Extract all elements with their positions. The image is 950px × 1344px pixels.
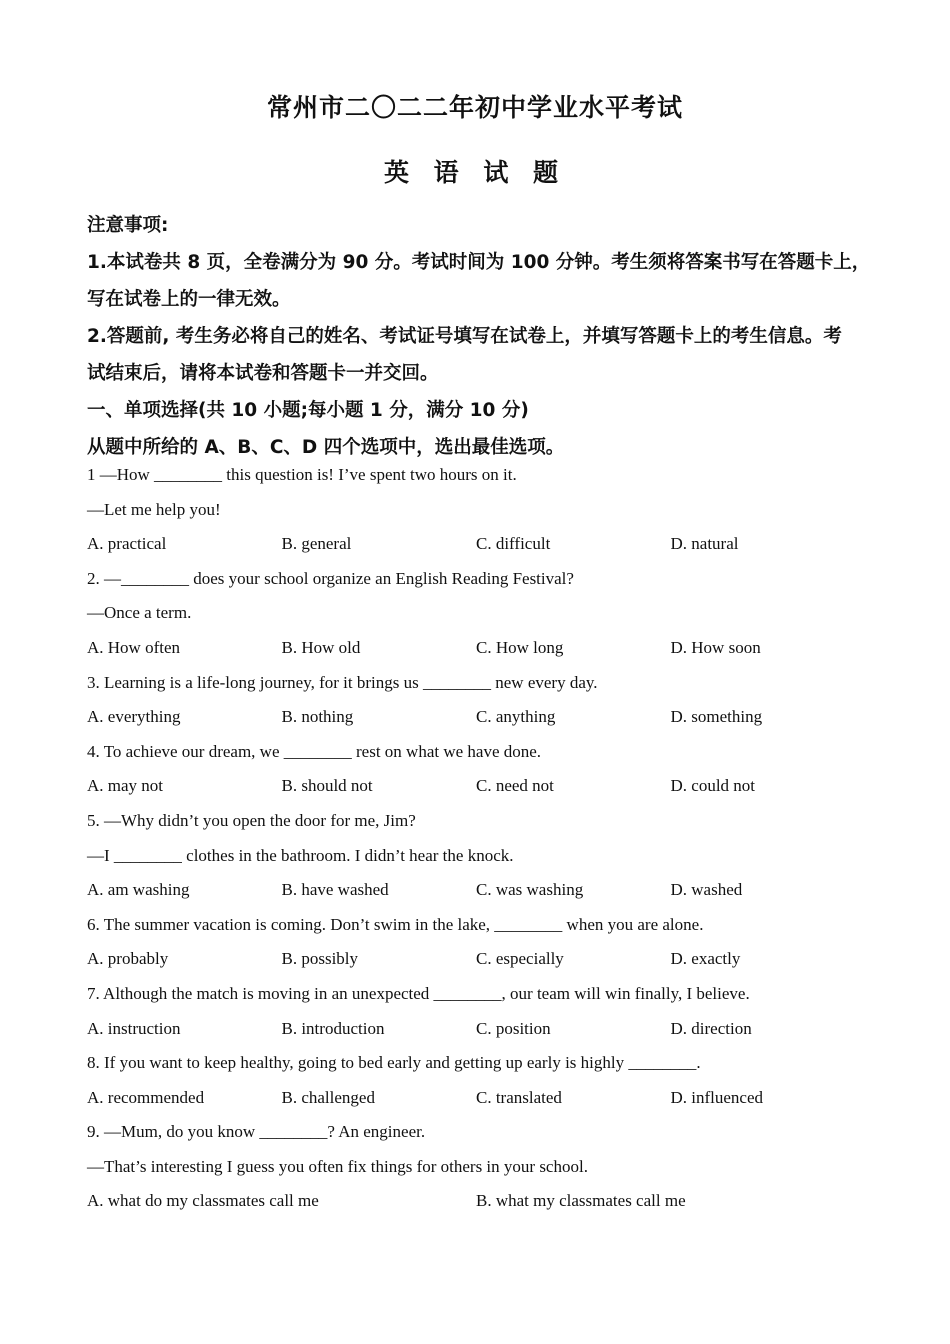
question-5: [87, 804, 867, 908]
option-d: D. natural: [670, 534, 739, 554]
note-line: 试结束后，请将本试卷和答题卡一并交回。: [87, 363, 439, 384]
note-line: 写在试卷上的一律无效。: [87, 289, 291, 310]
options-row: [87, 769, 867, 804]
option-d: D. could not: [670, 776, 756, 796]
question-stem: 1 —How ________ this question is! I’ve spent two hours on it.: [87, 465, 517, 484]
section-instruction: 从题中所给的 A、B、C、D 四个选项中，选出最佳选项。: [87, 437, 565, 458]
option-c: C. especially: [476, 949, 564, 969]
section-title: 一、单项选择(共 10 小题;每小题 1 分，满分 10 分): [87, 400, 529, 421]
option-c: C. position: [476, 1018, 551, 1038]
question-stem: —I ________ clothes in the bathroom. I didn’t hear the knock.: [87, 845, 514, 865]
option-c: C. How long: [476, 637, 564, 657]
options-row: [87, 1184, 867, 1219]
question-7: [87, 977, 867, 1046]
option-b: B. possibly: [281, 949, 359, 969]
option-b: B. should not: [281, 776, 373, 796]
option-a: A. may not: [87, 776, 164, 796]
option-b: B. nothing: [281, 707, 354, 727]
question-stem: 2. —________ does your school organize an English Reading Festival?: [87, 568, 574, 588]
option-b: B. introduction: [281, 1018, 385, 1038]
option-c: C. need not: [476, 776, 554, 796]
option-a: A. How often: [87, 637, 181, 657]
options-row: [87, 1081, 867, 1116]
option-c: C. translated: [476, 1087, 562, 1107]
question-stem: 4. To achieve our dream, we ________ rest on what we have done.: [87, 741, 542, 761]
option-d: D. influenced: [670, 1087, 764, 1107]
question-stem: 8. If you want to keep healthy, going to bed early and getting up early is highly ________.: [87, 1053, 701, 1073]
question-3: [87, 666, 867, 735]
option-c: C. anything: [476, 707, 556, 727]
option-d: D. direction: [670, 1018, 752, 1038]
option-a: A. instruction: [87, 1018, 181, 1038]
question-9: [87, 1115, 867, 1219]
option-c: C. was washing: [476, 880, 584, 900]
options-row: [87, 527, 867, 562]
option-d: D. washed: [670, 880, 743, 900]
notes-heading: 注意事项:: [87, 215, 169, 236]
option-a: A. practical: [87, 534, 167, 554]
option-b: B. what my classmates call me: [476, 1191, 686, 1211]
question-1: [87, 458, 867, 562]
options-row: [87, 873, 867, 908]
option-a: A. what do my classmates call me: [87, 1191, 319, 1211]
option-d: D. How soon: [670, 637, 761, 657]
question-2: [87, 562, 867, 666]
option-b: B. have washed: [281, 880, 389, 900]
question-4: [87, 735, 867, 804]
notes-section: [87, 207, 871, 466]
option-d: D. exactly: [670, 949, 741, 969]
option-a: A. am washing: [87, 880, 190, 900]
option-b: B. challenged: [281, 1087, 375, 1107]
options-row: [87, 1012, 867, 1047]
options-row: [87, 631, 867, 666]
option-a: A. everything: [87, 707, 181, 727]
option-a: A. recommended: [87, 1087, 205, 1107]
question-stem: 5. —Why didn’t you open the door for me, Jim?: [87, 810, 416, 830]
question-6: [87, 908, 867, 977]
question-stem: 7. Although the match is moving in an unexpected ________, our team will win finally, I believe.: [87, 983, 750, 1003]
option-a: A. probably: [87, 949, 169, 969]
question-stem: —Once a term.: [87, 603, 192, 623]
question-stem: —Let me help you!: [87, 499, 221, 519]
exam-title: 常州市二〇二二年初中学业水平考试: [266, 93, 683, 122]
question-stem: 3. Learning is a life-long journey, for it brings us ________ new every day.: [87, 672, 598, 692]
option-b: B. How old: [281, 637, 361, 657]
exam-subtitle: 英 语 试 题: [383, 158, 567, 187]
note-line: 1.本试卷共 8 页，全卷满分为 90 分。考试时间为 100 分钟。考生须将答案书写在答题卡上，: [87, 252, 871, 273]
questions-list: [87, 458, 867, 1219]
question-stem: —That’s interesting I guess you often fix things for others in your school.: [87, 1156, 588, 1176]
options-row: [87, 700, 867, 735]
option-b: B. general: [281, 534, 352, 554]
question-stem: 9. —Mum, do you know ________? An engineer.: [87, 1122, 426, 1142]
option-d: D. something: [670, 707, 763, 727]
option-c: C. difficult: [476, 534, 551, 554]
note-line: 2.答题前, 考生务必将自己的姓名、考试证号填写在试卷上，并填写答题卡上的考生信息。考: [87, 326, 842, 347]
question-stem: 6. The summer vacation is coming. Don’t swim in the lake, ________ when you are alone.: [87, 914, 704, 934]
options-row: [87, 942, 867, 977]
question-8: [87, 1046, 867, 1115]
